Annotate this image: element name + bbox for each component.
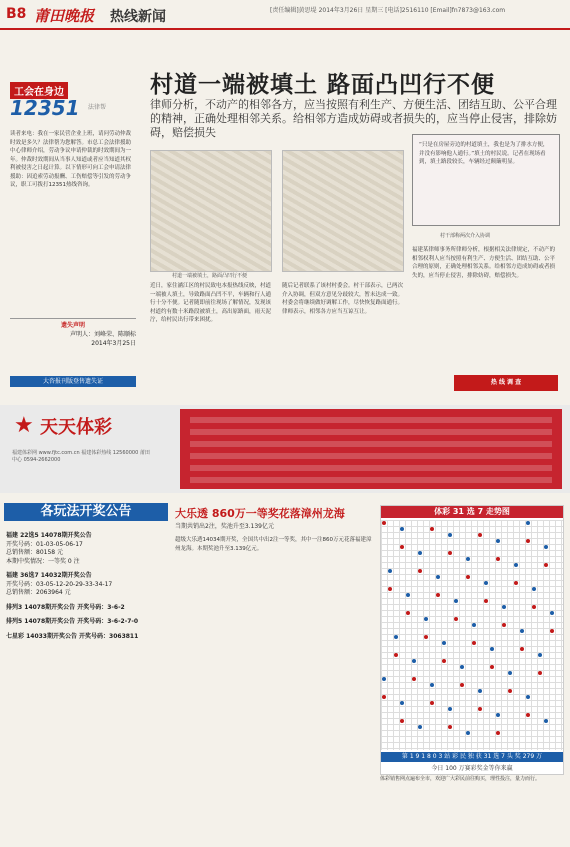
trend-chart [380,505,564,775]
photo-caption-1: 村道一端被填土，路面凸凹行不便 [172,273,248,279]
panel-line [190,441,552,447]
trend-mark [496,731,500,735]
ad-strip: 大咨报刊版登售遗失证 [10,376,136,387]
trend-mark [526,713,530,717]
bottom-column: 体彩销售网点遍布全市，欢迎广大彩民前往购买，理性投注，量力而行。 [380,776,541,782]
trend-mark [478,689,482,693]
trend-mark [520,629,524,633]
star-icon: ★ [14,413,34,438]
trend-mark [544,545,548,549]
trend-mark [502,605,506,609]
announcement-line: 本期中奖情况：一等奖 0 注 [6,557,80,565]
trend-mark [436,575,440,579]
trend-mark [406,593,410,597]
trend-mark [382,521,386,525]
panel-line [190,465,552,471]
trend-mark [466,731,470,735]
trend-mark [460,665,464,669]
trend-mark [412,659,416,663]
announcement-line: 排列3 14078期开奖公告 开奖号码：3-6-2 [6,603,125,611]
chart-grid [381,520,563,750]
trend-mark [424,635,428,639]
trend-mark [526,521,530,525]
announcement-list [6,526,166,641]
announcement-line: 开奖号码：01-03-05-06-17 [6,540,83,548]
article-col-3: 随后记者联系了该村村委会。村干部表示，已两次介入协调，但双方意见分歧较大，暂未达成一致。村委会将继续做好调解工作，尽快恢复路面通行。律师表示，相邻各方应当互谅互让。 [282,283,404,315]
trend-mark [394,635,398,639]
trend-mark [490,647,494,651]
trend-mark [448,533,452,537]
trend-mark [436,593,440,597]
hotline-survey-banner [454,375,558,391]
announcement-line: 开奖号码：03-05-12-20-29-33-34-17 [6,580,113,588]
trend-mark [460,683,464,687]
trend-mark [508,671,512,675]
trend-mark [400,701,404,705]
news-photo-2 [282,150,404,272]
trend-mark [508,689,512,693]
chart-footer-note: 今日 100 万赛彩奖金等你来赢 [431,765,513,772]
notice-title: 遗失声明 [60,322,85,329]
trend-mark [526,539,530,543]
trend-mark [532,587,536,591]
trend-mark [496,539,500,543]
lottery-band [0,405,570,493]
announcement-line: 总销售额：80158 元 [6,549,63,556]
trend-mark [532,605,536,609]
lotto-headline: 大乐透 860万一等奖花落漳州龙海 [175,507,345,520]
trend-mark [388,587,392,591]
trend-mark [430,701,434,705]
trend-mark [448,551,452,555]
trend-mark [484,599,488,603]
trend-mark [538,671,542,675]
lost-notice [10,318,136,348]
trend-mark [442,641,446,645]
trend-mark [514,563,518,567]
trend-mark [514,581,518,585]
hotline-survey-label: 热 线 调 查 [490,379,522,386]
trend-mark [382,677,386,681]
trend-mark [448,707,452,711]
notice-name: 声明人：刘峰荣、陈顺标 [69,331,136,338]
announcement-line: 福建 22选5 14078期开奖公告 [6,532,92,539]
trend-mark [538,653,542,657]
badge-label: 工会在身边 [10,82,68,99]
announcement-title: 各玩法开奖公告 [4,503,168,521]
trend-mark [544,563,548,567]
article-col-2: 近日，家住涵江区的村民致电本报热线反映，村道一端被人填土，导致路面凸凹不平，车辆和行人通行十分不便。记者随即前往现场了解情况，发现该村道约有数十米路段被填土，高出原路面，雨天泥泞，给村民出行带来困扰。 [150,283,272,323]
lotto-subhead: 当期共销出2注，奖池升至3.139亿元 [175,523,274,530]
trend-mark [478,533,482,537]
article-col-1: 读者来电：我在一家民营企业上班，请问劳动仲裁时效是多久？法律帮为您解答。市总工会法律援助中心律师介绍，劳动争议申请仲裁的时效期间为一年。仲裁时效期间从当事人知道或者应当知道其权利被侵害之日起计算。以下情形可向工会申请法律援助：因追索劳动报酬、工伤赔偿等引发的劳动争议，职工可拨打12351热线咨询。 [10,131,132,188]
header-meta: [责任编辑]黄思堤 2014年3月26日 星期三 [电话]2516110 [Email]fn7873@163.com [270,7,506,14]
headline: 村道一端被填土 路面凸凹行不便 [150,72,496,98]
trend-mark [424,617,428,621]
trend-mark [400,545,404,549]
trend-mark [484,581,488,585]
header-rule [0,28,570,30]
badge-number: 12351 [10,96,80,120]
trend-mark [496,713,500,717]
trend-mark [490,665,494,669]
trend-mark [496,557,500,561]
paper-logo: 莆田晚报 [34,7,95,25]
lotto-article: 超级大乐透14034期开奖，全国共中出2注一等奖，其中一注860万元花落福建漳州龙海。本期奖池升至3.139亿元。 [175,537,372,552]
trend-mark [472,641,476,645]
panel-line [190,429,552,435]
section-title: 热线新闻 [110,9,166,25]
announcement-line: 七星彩 14033期开奖公告 开奖号码：3063811 [6,632,139,640]
trend-mark [412,677,416,681]
trend-mark [418,725,422,729]
sidebar-quote: “只是在房屋旁边的村道填土，我也是为了排水方便，并没有影响他人通行。”填土的村民说。记者在现场看到，填土路段较长，车辆经过颠簸明显。 [419,142,549,165]
badge-note: 法律帮 [88,104,107,111]
sidebar-quote-box [412,134,560,226]
lottery-results-panel [180,409,562,489]
panel-line [190,417,552,423]
trend-mark [472,623,476,627]
trend-mark [418,551,422,555]
chart-footer: 第 1 9 1 8 0 3 站 彩 民 独 获 31 选 7 头 奖 279 万 [381,752,563,762]
trend-mark [400,527,404,531]
trend-mark [448,725,452,729]
page-header [0,0,570,34]
announcement-line: 福建 36选7 14032期开奖公告 [6,572,92,579]
chart-title: 体彩 31 选 7 走势图 [381,506,563,518]
trend-mark [442,659,446,663]
trend-mark [520,647,524,651]
trend-mark [388,569,392,573]
trend-mark [526,695,530,699]
trend-mark [454,599,458,603]
trend-mark [418,569,422,573]
sidebar-caption: 村干部称两次介入协调 [440,233,491,239]
trend-mark [550,629,554,633]
announcement-line: 总销售额：2063964 元 [6,589,71,596]
hotline-badge [10,82,130,122]
trend-mark [466,575,470,579]
lottery-info: 福建体彩网 www.fjtc.com.cn 福建体彩热线 12560000 莆田中心 0594-2662000 [12,450,150,463]
trend-mark [430,527,434,531]
trend-mark [466,557,470,561]
trend-mark [394,653,398,657]
trend-mark [406,611,410,615]
news-photo-1 [150,150,272,272]
headline-deck: 律师分析，不动产的相邻各方，应当按照有利生产、方便生活、团结互助、公平合理的精神，正确处理相邻关系。给相邻方造成妨碍或者损失的，应当停止侵害，排除妨碍，赔偿损失 [150,98,557,139]
trend-mark [382,695,386,699]
trend-mark [544,719,548,723]
trend-mark [502,623,506,627]
trend-mark [400,719,404,723]
trend-mark [550,611,554,615]
page-number: B8 [6,6,27,22]
lottery-logo: 天天体彩 [40,417,112,438]
article-col-4: 福建某律师事务所律师分析，根据相关法律规定，不动产的相邻权利人应当按照有利生产、方便生活、团结互助、公平合理的原则，正确处理相邻关系。给相邻方造成妨碍或者损失的，应当停止侵害，排除妨碍，赔偿损失。 [412,247,556,279]
announcement-line: 排列5 14078期开奖公告 开奖号码：3-6-2-7-0 [6,618,139,625]
trend-mark [430,683,434,687]
trend-mark [454,617,458,621]
trend-mark [478,707,482,711]
panel-line [190,477,552,483]
panel-line [190,453,552,459]
notice-date: 2014年3月25日 [91,340,136,347]
